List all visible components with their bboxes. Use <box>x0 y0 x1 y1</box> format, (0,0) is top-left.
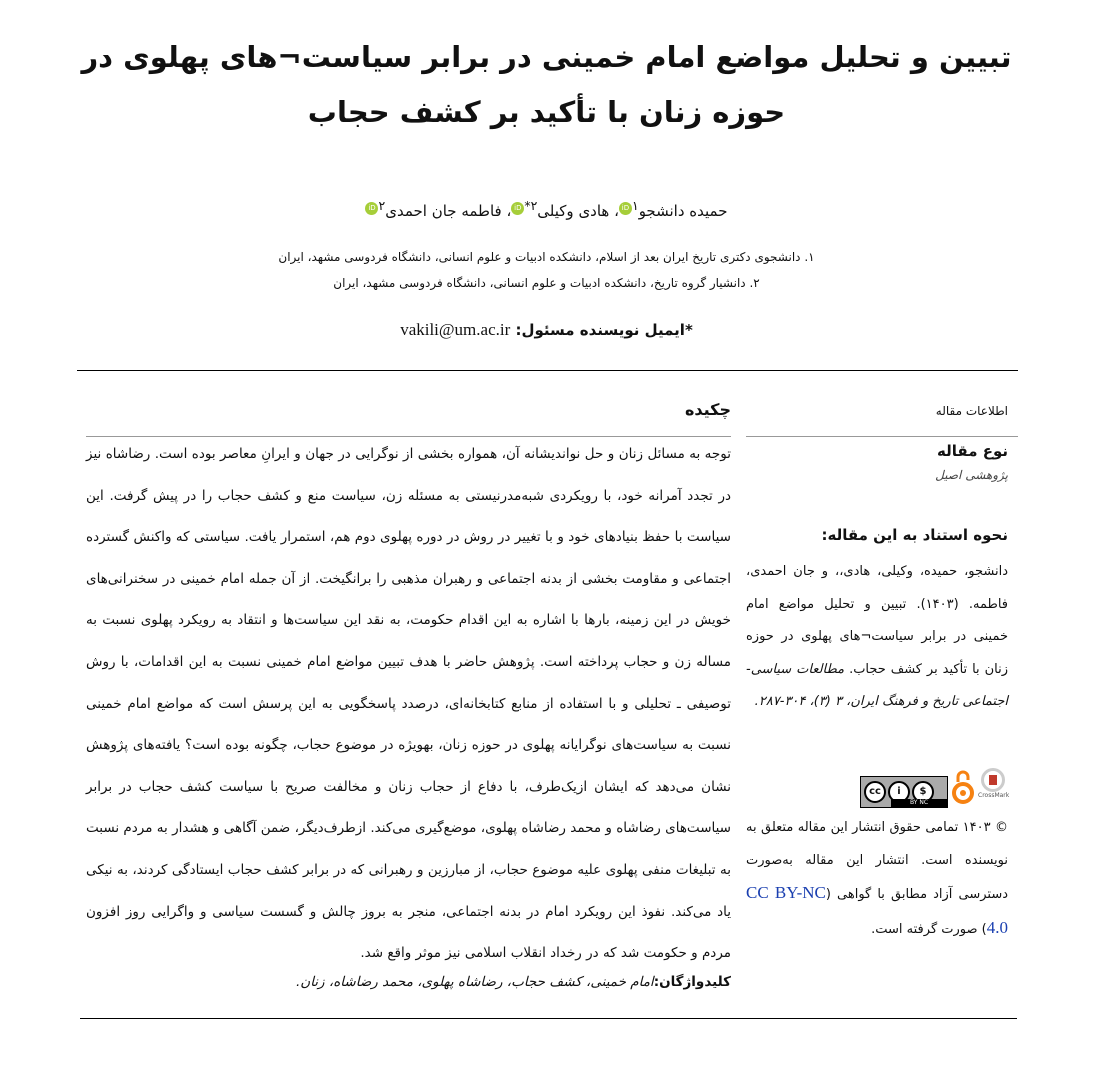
copyright-tail: ) صورت گرفته است. <box>871 921 987 937</box>
author-mark: ۱ <box>631 198 639 213</box>
crossmark-label: CrossMark <box>978 792 1010 799</box>
article-type <box>746 442 1008 482</box>
author-mark: ۲* <box>524 198 538 213</box>
article-title: تبیین و تحلیل مواضع امام خمینی در برابر سیاست¬های پهلوی در حوزه زنان با تأکید بر کشف حجاب <box>81 40 1012 129</box>
keywords-label: کلیدواژگان: <box>653 974 731 990</box>
article-info-label <box>746 400 1008 419</box>
abstract-heading: چکیده <box>684 400 731 419</box>
cc-icon: cc <box>864 781 886 803</box>
citation-tail: ، ۳ (۳)، ۳۰۴-۲۸۷. <box>754 694 851 709</box>
cc-license-badge[interactable] <box>860 776 948 808</box>
citation-body: دانشجو، حمیده، وکیلی، هادی،، و جان احمدی، فاطمه. (۱۴۰۳). تبیین و تحلیل مواضع امام خمینی در برابر سیاست¬های پهلوی در حوزه زنان با تأکید بر کشف حجاب. <box>746 564 1008 677</box>
citation-journal: مطالعات سیاسی-اجتماعی تاریخ و فرهنگ ایران <box>746 661 1008 709</box>
author-mark: ۲ <box>378 198 386 213</box>
license-link[interactable]: CC BY-NC 4.0 <box>746 883 1008 937</box>
author-list <box>0 198 1093 220</box>
author-name: فاطمه جان احمدی <box>385 202 502 220</box>
copyright-notice <box>746 812 1008 946</box>
keywords-list: امام خمینی، کشف حجاب، رضاشاه پهلوی، محمد رضاشاه، زنان. <box>295 974 654 990</box>
orcid-icon[interactable]: iD <box>365 202 378 215</box>
email-address[interactable]: vakili@um.ac.ir <box>400 320 511 339</box>
sidebar-divider <box>746 436 1018 437</box>
email-label: *ایمیل نویسنده مسئول: <box>510 321 693 339</box>
open-access-icon <box>952 768 974 806</box>
author-name: حمیده دانشجو <box>638 202 728 220</box>
affiliation-1: ۱. دانشجوی دکتری تاریخ ایران بعد از اسلام، دانشکده ادبیات و علوم انسانی، دانشگاه فردوسی مشهد، ایران <box>278 250 815 264</box>
orcid-icon[interactable]: iD <box>511 202 524 215</box>
header-divider <box>77 370 1018 371</box>
corresponding-email <box>0 320 1093 340</box>
by-icon: i <box>888 781 910 803</box>
article-type-value: پژوهشی اصیل <box>935 468 1008 482</box>
citation-label: نحوه استناد به این مقاله: <box>821 526 1008 544</box>
abstract-text: توجه به مسائل زنان و حل نواندیشانه آن، همواره بخشی از نوگرایی در جهان و ایرانِ معاصر بوده است. رضاشاه نیز در تجدد آمرانه خود، با رویکردی شبه‌مدرنیستی به مسئله زن، سیاست منع و کشف حجاب را در پیش گرفت. این سیاست با حفظ بنیادهای خود و با تغییر در روش در دوره پهلوی دوم هم، استمرار یافت. سیاستی که واکنش گسترده اجتماعی و مقاومت بخشی از بدنه اجتماعی و رهبران مذهبی را برانگیخت. از آن جمله امام خمینی در سخنرانی‌های خویش در این زمینه، بارها با اشاره به این اقدام حکومت، به نقد این سیاست‌ها و انتقاد به رویکرد پهلوی نسبت به مساله زن و حجاب پرداخته است. پژوهش حاضر با هدف تبیین مواضع امام خمینی نسبت به این اقدامات، با روش توصیفی ـ تحلیلی و با استفاده از منابع کتابخانه‌ای، درصدد پاسخگویی به این پرسش است که مواضع امام خمینی نسبت به سیاست‌های نوگرایانه پهلوی در حوزه زنان، بهویژه در موضوع حجاب، چگونه بوده است؟ یافته‌های پژوهش نشان می‌دهد که ایشان ازیک‌طرف، با دفاع از حجاب زنان و مخالفت صریح با سیاست کشف حجاب در برابر سیاست‌های رضاشاه و محمد رضاشاه پهلوی، موضع‌گیری می‌کند. ازطرف‌دیگر، ضمن آگاهی و هشدار به مردم نسبت به تبلیغات منفی پهلوی علیه موضوع حجاب، از مبارزین و رهبرانی که در برابر کشف حجاب ایستادگی کردند، به نیکی یاد می‌کند. نفوذ این رویکرد امام در بدنه اجتماعی، منجر به بروز چالش و گسست سیاسی و واگرایی روز افزون مردم و حکومت شد که در رخداد انقلاب اسلامی نیز موثر واقع شد. <box>86 446 731 962</box>
affiliation-2: ۲. دانشیار گروه تاریخ، دانشکده ادبیات و علوم انسانی، دانشگاه فردوسی مشهد، ایران <box>333 276 760 290</box>
nc-icon: $ <box>912 781 934 803</box>
author-name: هادی وکیلی <box>537 202 610 220</box>
article-type-label: نوع مقاله <box>937 442 1008 460</box>
copyright-text: © ۱۴۰۳ تمامی حقوق انتشار این مقاله متعلق به نویسنده است. انتشار این مقاله به‌صورت دسترسی آزاد مطابق با گواهی ( <box>746 820 1008 902</box>
article-info-text: اطلاعات مقاله <box>935 404 1008 418</box>
author-separator: ، <box>609 202 619 220</box>
orcid-icon[interactable]: iD <box>619 202 632 215</box>
citation-heading <box>746 526 1008 544</box>
keywords <box>86 974 731 990</box>
author-separator: ، <box>501 202 512 220</box>
cc-badge-label: BY NC <box>891 799 947 807</box>
crossmark-icon[interactable] <box>978 768 1008 806</box>
citation-text <box>746 556 1008 719</box>
footer-divider <box>80 1018 1017 1019</box>
